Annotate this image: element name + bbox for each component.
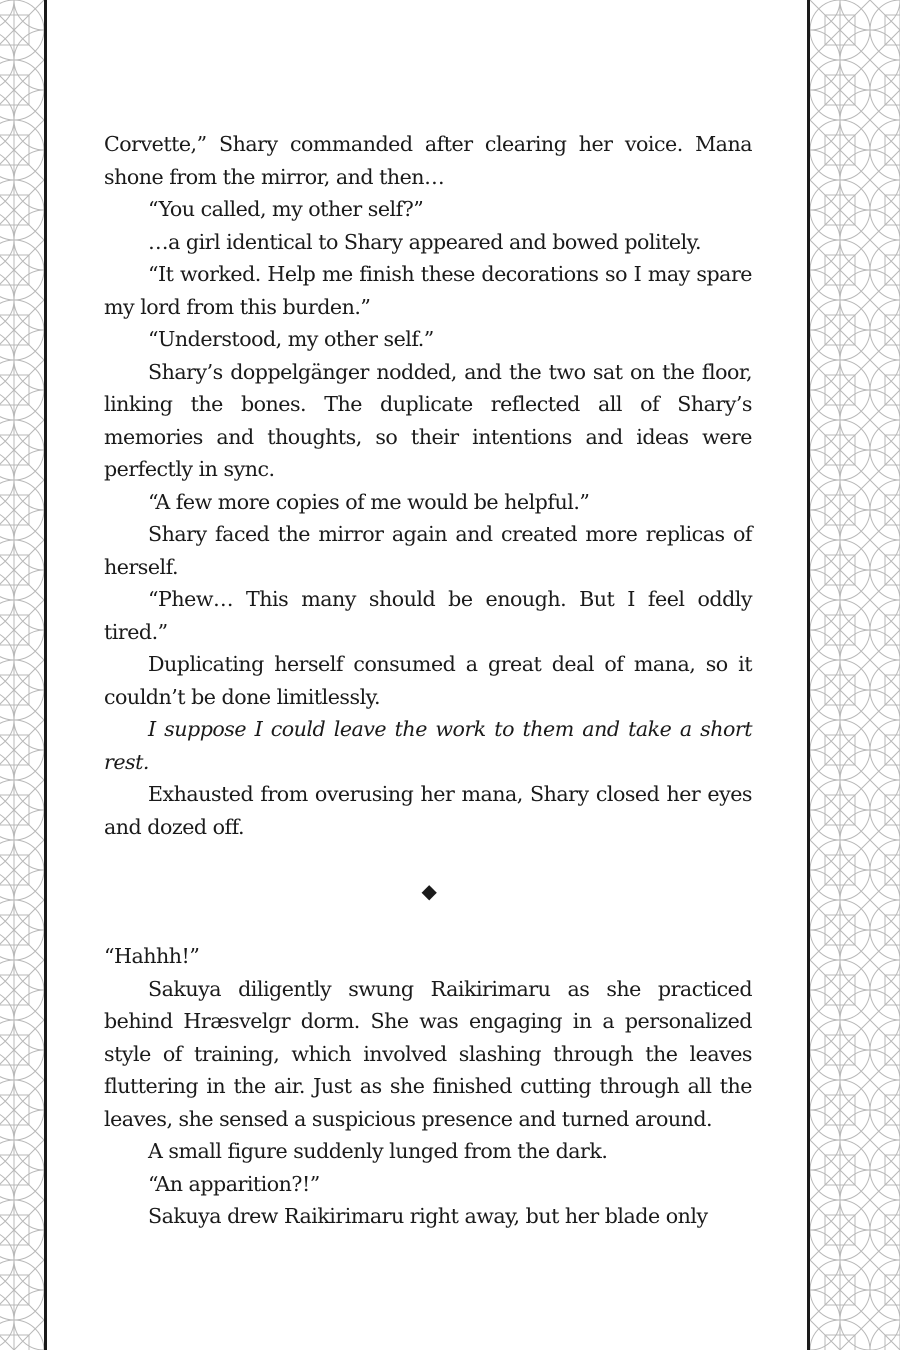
right-border-line <box>807 0 810 1350</box>
scene-two <box>104 940 752 1233</box>
paragraph: A small figure suddenly lunged from the dark. <box>148 1139 608 1163</box>
italic-thought-paragraph: I suppose I could leave the work to them and take a short rest. <box>104 717 752 774</box>
scene-one <box>104 128 752 843</box>
left-decorative-border <box>0 0 44 1350</box>
paragraph: …a girl identical to Shary appeared and bowed politely. <box>148 229 702 254</box>
paragraph: Sakuya diligently swung Raikirimaru as she practiced behind Hræsvelgr dorm. She was engaging in a personalized style of training, which involved slashing through the leaves fluttering in the air. Just as she finished cutting through all the leaves, she sensed a suspicious presence and turned around. <box>104 976 752 1131</box>
paragraph: Corvette,” Shary commanded after clearing her voice. Mana shone from the mirror, and then… <box>104 132 752 189</box>
right-decorative-border <box>810 0 900 1350</box>
paragraph: Shary faced the mirror again and created more replicas of herself. <box>104 522 752 579</box>
paragraph: “It worked. Help me finish these decorations so I may spare my lord from this burden.” <box>104 262 752 319</box>
paragraph: Shary’s doppelgänger nodded, and the two sat on the floor, linking the bones. The duplicate reflected all of Shary’s memories and thoughts, so their intentions and ideas were perfectly in sync. <box>104 359 752 481</box>
lattice-pattern-icon <box>0 0 44 1350</box>
page-text-body <box>104 128 752 1233</box>
paragraph: “Phew… This many should be enough. But I feel oddly tired.” <box>104 587 752 644</box>
diamond-separator-icon: ◆ <box>421 879 437 903</box>
paragraph: Sakuya drew Raikirimaru right away, but her blade only <box>148 1204 708 1228</box>
paragraph: “Understood, my other self.” <box>148 327 434 351</box>
paragraph: “Hahhh!” <box>104 944 200 968</box>
lattice-pattern-icon <box>810 0 900 1350</box>
paragraph: “An apparition?!” <box>148 1171 320 1196</box>
left-border-line <box>44 0 47 1350</box>
paragraph: “You called, my other self?” <box>148 197 424 221</box>
paragraph: Duplicating herself consumed a great deal of mana, so it couldn’t be done limitlessly. <box>104 652 752 709</box>
paragraph: Exhausted from overusing her mana, Shary closed her eyes and dozed off. <box>104 782 752 839</box>
paragraph: “A few more copies of me would be helpful.” <box>148 489 590 514</box>
